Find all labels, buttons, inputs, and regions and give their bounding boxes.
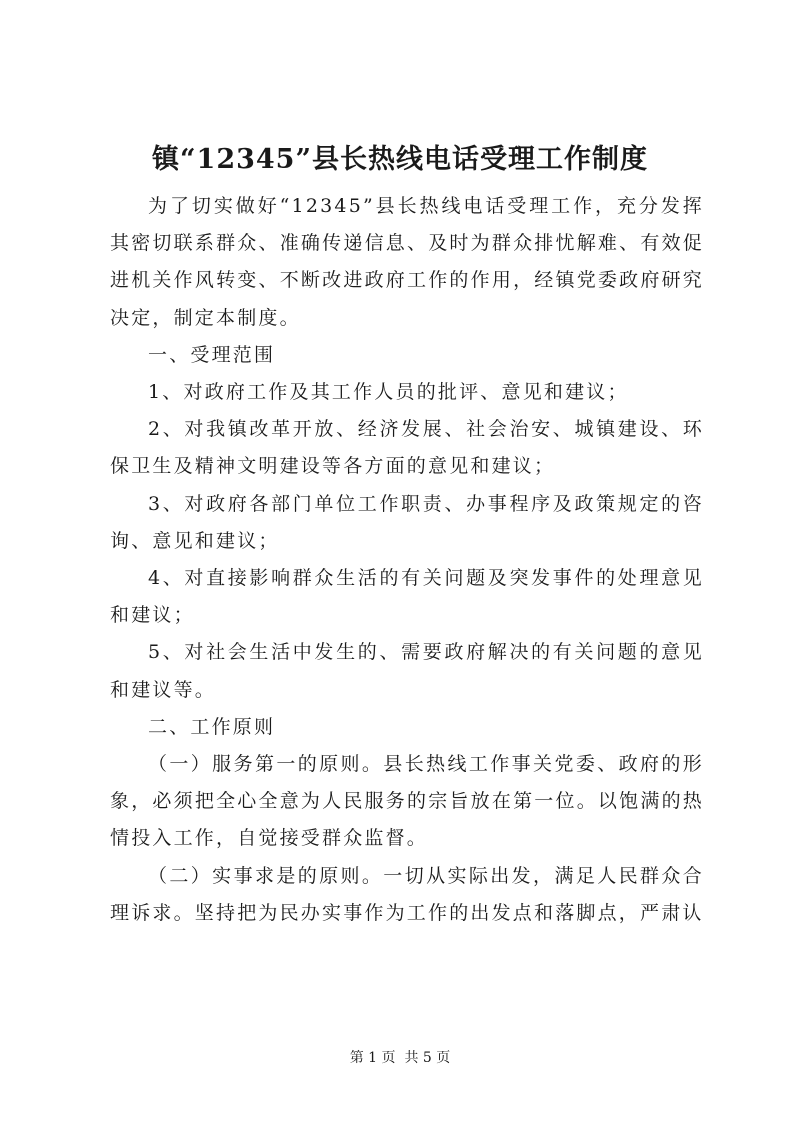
document-title: 镇“12345”县长热线电话受理工作制度 [152,144,648,175]
scope-item-5: 5、对社会生活中发生的、需要政府解决的有关问题的意见和建议等。 [110,641,704,701]
principle-item-2: （二）实事求是的原则。一切从实际出发，满足人民群众合理诉求。坚持把为民办实事作为工作的出发点和落脚点，严肃认 [110,864,704,924]
principle-item-1: （一）服务第一的原则。县长热线工作事关党委、政府的形象，必须把全心全意为人民服务的宗旨放在第一位。以饱满的热情投入工作，自觉接受群众监督。 [110,753,704,850]
scope-item-2: 2、对我镇改革开放、经济发展、社会治安、城镇建设、环保卫生及精神文明建设等各方面的意见和建议； [110,418,704,478]
page-footer [0,1048,800,1068]
section-heading-scope: 一、受理范围 [148,343,276,366]
scope-item-4: 4、对直接影响群众生活的有关问题及突发事件的处理意见和建议； [110,567,704,627]
scope-item-1: 1、对政府工作及其工作人员的批评、意见和建议； [148,381,629,404]
page-number: 第 1 页 [349,1050,396,1066]
page-total: 共 5 页 [404,1050,451,1066]
scope-item-3: 3、对政府各部门单位工作职责、办事程序及政策规定的咨询、意见和建议； [110,492,704,552]
section-heading-principles: 二、工作原则 [148,715,276,738]
document-body [110,188,704,932]
paragraph-intro: 为了切实做好“12345”县长热线电话受理工作，充分发挥其密切联系群众、准确传递信息、及时为群众排忧解难、有效促进机关作风转变、不断改进政府工作的作用，经镇党委政府研究决定，制定本制度。 [110,195,704,329]
